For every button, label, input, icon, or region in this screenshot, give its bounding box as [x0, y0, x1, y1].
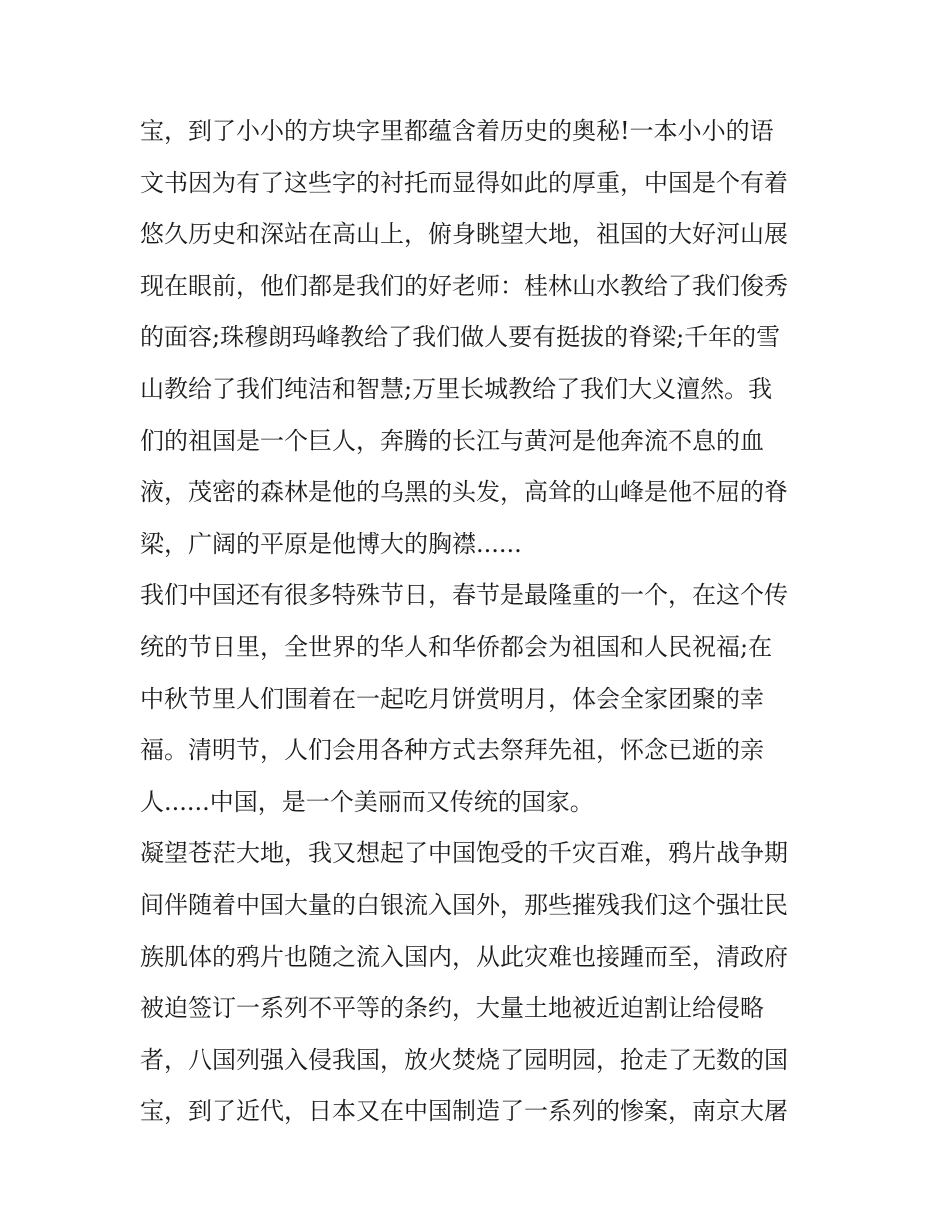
text-line: 人......中国，是一个美丽而又传统的国家。 [140, 787, 594, 816]
document-text [140, 106, 820, 1138]
text-line: 悠久历史和深站在高山上，俯身眺望大地，祖国的大好河山展 [140, 220, 788, 249]
text-line: 现在眼前，他们都是我们的好老师：桂林山水教给了我们俊秀 [140, 271, 788, 300]
text-line: 者，八国列强入侵我国，放火焚烧了园明园，抢走了无数的国 [140, 1045, 788, 1074]
text-line: 的面容;珠穆朗玛峰教给了我们做人要有挺拔的脊梁;千年的雪 [140, 323, 781, 352]
text-line: 宝，到了小小的方块字里都蕴含着历史的奥秘!一本小小的语 [140, 117, 774, 145]
text-line: 宝，到了近代，日本又在中国制造了一系列的惨案，南京大屠 [140, 1097, 788, 1126]
text-line: 被迫签订一系列不平等的条约，大量土地被近迫割让给侵略 [140, 994, 764, 1023]
text-line: 统的节日里，全世界的华人和华侨都会为祖国和人民祝福;在 [140, 632, 773, 661]
text-line: 们的祖国是一个巨人，奔腾的长江与黄河是他奔流不息的血 [140, 426, 764, 455]
text-line: 梁，广阔的平原是他博大的胸襟...... [140, 529, 522, 558]
text-line: 族肌体的鸦片也随之流入国内，从此灾难也接踵而至，清政府 [140, 942, 788, 971]
text-line: 中秋节里人们围着在一起吃月饼赏明月，体会全家团聚的幸 [140, 684, 764, 713]
text-line: 山教给了我们纯洁和智慧;万里长城教给了我们大义澶然。我 [140, 374, 773, 403]
text-line: 液，茂密的森林是他的乌黑的头发，高耸的山峰是他不屈的脊 [140, 478, 788, 507]
text-line: 凝望苍茫大地，我又想起了中国饱受的千灾百难，鸦片战争期 [140, 839, 788, 868]
text-line: 间伴随着中国大量的白银流入国外，那些摧残我们这个强壮民 [140, 890, 788, 919]
text-line: 我们中国还有很多特殊节日，春节是最隆重的一个，在这个传 [140, 581, 788, 610]
text-line: 文书因为有了这些字的衬托而显得如此的厚重，中国是个有着 [140, 168, 788, 197]
text-line: 福。清明节，人们会用各种方式去祭拜先祖，怀念已逝的亲 [140, 736, 764, 765]
